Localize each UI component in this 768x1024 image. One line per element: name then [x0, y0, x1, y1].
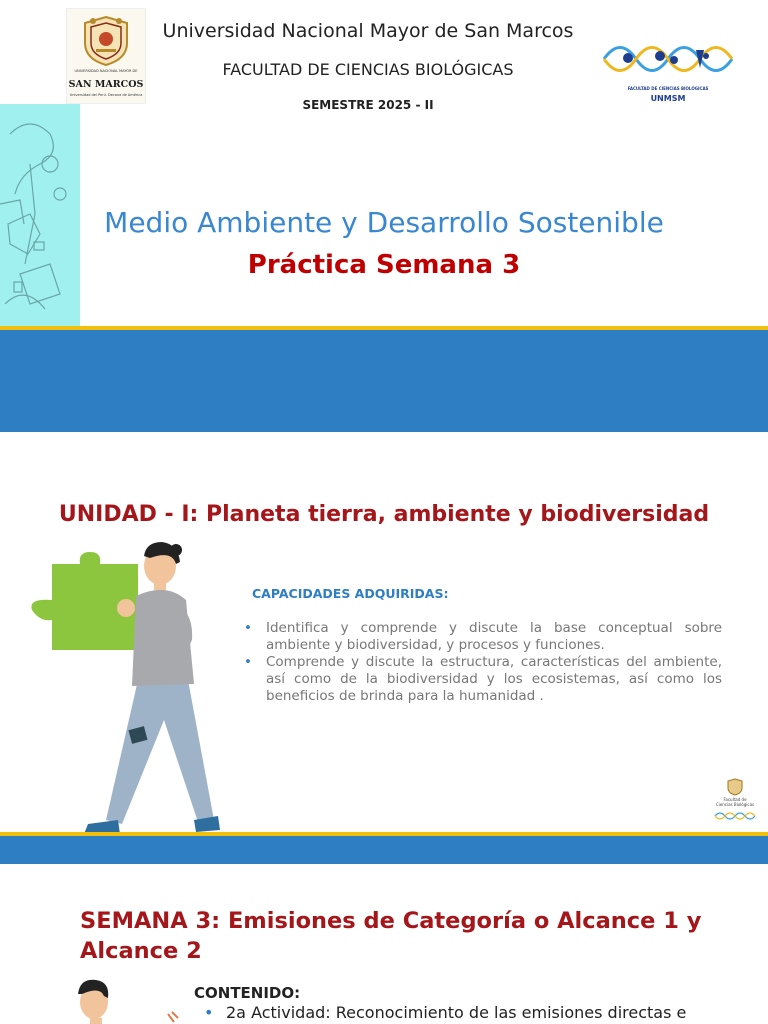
- practice-title: Práctica Semana 3: [247, 250, 521, 280]
- faculty-logo-line2: UNMSM: [650, 94, 686, 103]
- map-sketch-icon: [0, 104, 80, 326]
- content-list: [204, 1002, 740, 1024]
- title-slide: [0, 0, 768, 432]
- corner-logo-line2: Ciencias Biológicas: [715, 802, 755, 807]
- logo-small-bottom-text: Universidad del Perú. Decana de América: [69, 93, 143, 97]
- faculty-logo: [598, 30, 738, 110]
- puzzle-piece-icon: [31, 552, 150, 650]
- dna-helix-icon: [714, 810, 756, 822]
- bullet-icon: •: [244, 620, 252, 636]
- person-with-puzzle-illustration: [26, 540, 226, 838]
- blue-band: [0, 330, 768, 432]
- semester-label: SEMESTRE 2025 - II: [302, 98, 434, 112]
- corner-faculty-logo: [712, 778, 758, 826]
- week-title: SEMANA 3: Emisiones de Categoría o Alcance 1 y Alcance 2: [80, 908, 702, 964]
- person-illustration-icon: [70, 978, 180, 1024]
- dna-helix-icon: [602, 34, 734, 84]
- capacities-list: [244, 620, 722, 705]
- logo-name-text: SAN MARCOS: [68, 79, 144, 90]
- list-item: [244, 620, 722, 654]
- faculty-logo-line1: FACULTAD DE CIENCIAS BIOLÓGICAS: [627, 86, 709, 91]
- university-crest-icon: [81, 15, 131, 67]
- unit-title: UNIDAD - I: Planeta tierra, ambiente y biodiversidad: [58, 502, 710, 527]
- bullet-icon: •: [204, 1003, 214, 1022]
- blue-band: [0, 836, 768, 864]
- capacities-heading: CAPACIDADES ADQUIRIDAS:: [252, 586, 449, 601]
- university-name: Universidad Nacional Mayor de San Marcos: [162, 20, 574, 42]
- faculty-name: FACULTAD DE CIENCIAS BIOLÓGICAS: [222, 60, 514, 79]
- corner-logo-line1: Facultad de: [723, 797, 747, 802]
- bullet-icon: •: [244, 654, 252, 670]
- capacity-text: Identifica y comprende y discute la base conceptual sobre ambiente y biodiversidad, y procesos y funciones.: [266, 620, 722, 653]
- university-logo: [66, 8, 146, 104]
- content-heading: CONTENIDO:: [194, 984, 301, 1002]
- decorative-side-panel: [0, 104, 80, 326]
- capacity-text: Comprende y discute la estructura, características del ambiente, así como de la biodiversidad y los ecosistemas, así como los beneficios de brinda para la humanidad .: [266, 654, 722, 704]
- content-text: 2a Actividad: Reconocimiento de las emisiones directas e: [226, 1003, 687, 1022]
- course-title: Medio Ambiente y Desarrollo Sostenible: [104, 206, 664, 239]
- list-item: [244, 654, 722, 705]
- small-crest-icon: [726, 778, 744, 796]
- logo-small-top-text: UNIVERSIDAD NACIONAL MAYOR DE: [74, 69, 138, 73]
- list-item: [204, 1002, 740, 1024]
